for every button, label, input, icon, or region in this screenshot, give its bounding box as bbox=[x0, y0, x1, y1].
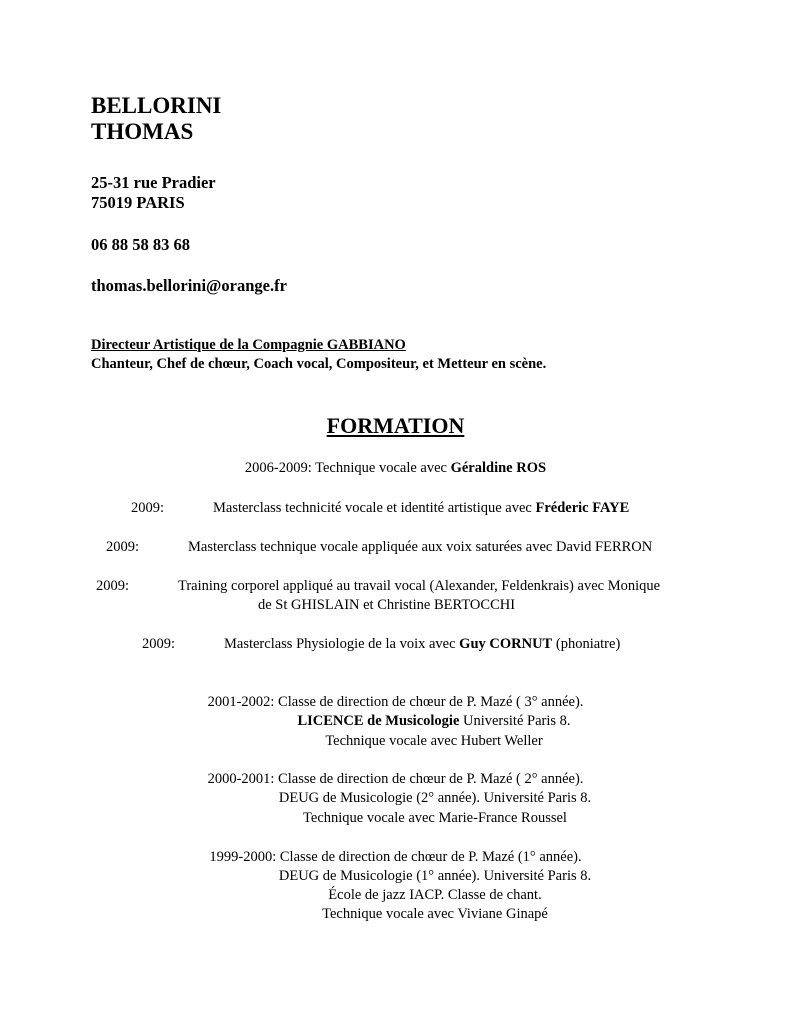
email-address: thomas.bellorini@orange.fr bbox=[91, 276, 287, 295]
phone-number: 06 88 58 83 68 bbox=[91, 235, 190, 254]
entry-5-after: (phoniatre) bbox=[552, 636, 621, 652]
entry-5-text: Masterclass Physiologie de la voix avec bbox=[224, 636, 460, 652]
entry-3-text: Masterclass technique vocale appliquée aux voix saturées avec David FERRON bbox=[188, 539, 653, 555]
group-3-line-3: École de jazz IACP. Classe de chant. bbox=[328, 887, 542, 903]
entry-2-year: 2009: bbox=[131, 500, 165, 516]
formation-entry-2 bbox=[213, 498, 629, 518]
entry-4-line-1: Training corporel appliqué au travail vocal (Alexander, Feldenkrais) avec Monique bbox=[178, 578, 661, 594]
group-2-line-1: 2000-2001: Classe de direction de chœur de P. Mazé ( 2° année). bbox=[207, 771, 584, 787]
entry-1-text: 2006-2009: Technique vocale avec bbox=[244, 460, 451, 476]
entry-3-year: 2009: bbox=[106, 539, 140, 555]
address-line-2: 75019 PARIS bbox=[91, 193, 185, 212]
entry-4-year: 2009: bbox=[96, 578, 130, 594]
formation-heading: FORMATION bbox=[326, 413, 465, 438]
group-3-line-4: Technique vocale avec Viviane Ginapé bbox=[322, 906, 548, 922]
group-1-line-1: 2001-2002: Classe de direction de chœur de P. Mazé ( 3° année). bbox=[207, 694, 584, 710]
first-name: THOMAS bbox=[91, 119, 194, 144]
group-1-line-2 bbox=[0, 711, 791, 731]
group-1-line-3: Technique vocale avec Hubert Weller bbox=[325, 733, 543, 749]
group-2-line-2: DEUG de Musicologie (2° année). Université Paris 8. bbox=[278, 790, 592, 806]
last-name: BELLORINI bbox=[91, 93, 222, 118]
entry-2-teacher: Fréderic FAYE bbox=[535, 500, 630, 516]
formation-entry-1 bbox=[0, 458, 791, 478]
formation-entry-5 bbox=[224, 634, 620, 654]
address-line-1: 25-31 rue Pradier bbox=[91, 173, 216, 192]
group-3-line-1: 1999-2000: Classe de direction de chœur de P. Mazé (1° année). bbox=[209, 849, 582, 865]
role-title: Directeur Artistique de la Compagnie GABBIANO bbox=[91, 337, 406, 353]
group-1-licence: LICENCE de Musicologie bbox=[297, 713, 460, 729]
group-2-line-3: Technique vocale avec Marie-France Roussel bbox=[303, 810, 567, 826]
role-subtitle: Chanteur, Chef de chœur, Coach vocal, Compositeur, et Metteur en scène. bbox=[91, 356, 547, 372]
group-1-university: Université Paris 8. bbox=[459, 713, 571, 729]
entry-5-teacher: Guy CORNUT bbox=[459, 636, 553, 652]
entry-5-year: 2009: bbox=[142, 636, 176, 652]
entry-1-teacher: Géraldine ROS bbox=[450, 460, 547, 476]
entry-2-text: Masterclass technicité vocale et identité artistique avec bbox=[213, 500, 536, 516]
group-3-line-2: DEUG de Musicologie (1° année). Université Paris 8. bbox=[278, 868, 592, 884]
entry-4-line-2: de St GHISLAIN et Christine BERTOCCHI bbox=[258, 597, 516, 613]
